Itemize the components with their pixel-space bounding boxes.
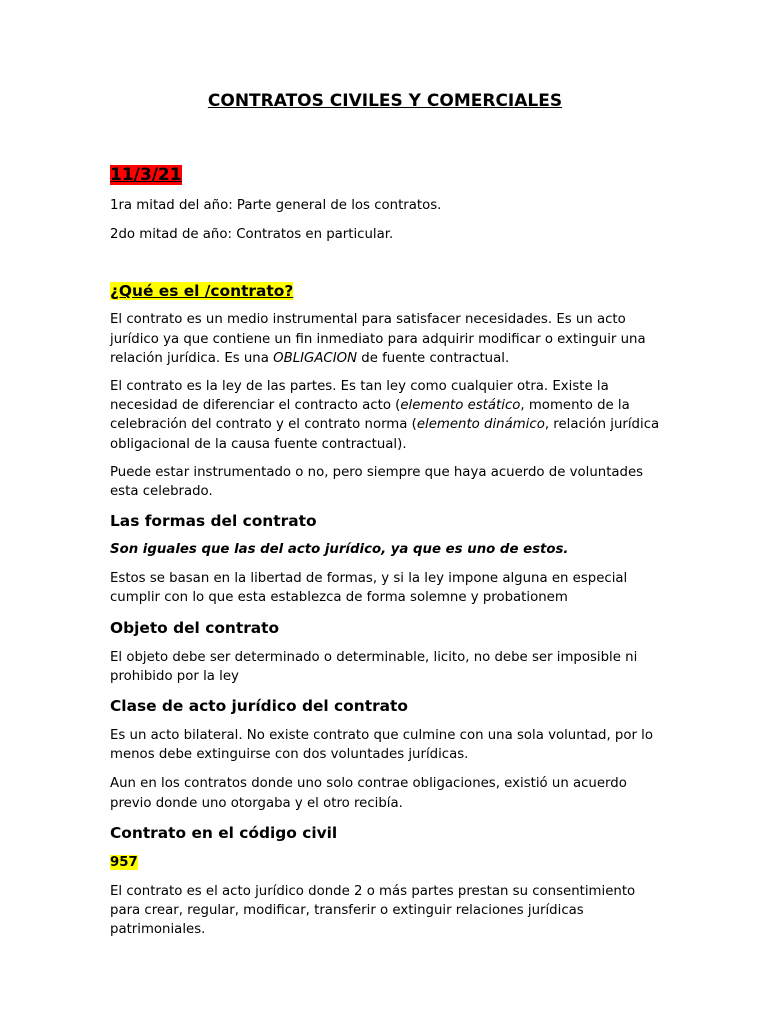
formas-text: Estos se basan en la libertad de formas, y si la ley impone alguna en especial cumplir con lo que esta establezca de forma solemne y probationem	[110, 571, 628, 606]
codigo-heading: Contrato en el código civil	[110, 823, 338, 842]
objeto-heading: Objeto del contrato	[110, 618, 280, 637]
p2-text-b: , momento de la celebración del contrato y el contrato norma (	[110, 398, 630, 433]
clase-text-1: Es un acto bilateral. No existe contrato que culmine con una sola voluntad, por lo menos debe extinguirse con dos voluntades jurídicas.	[110, 728, 654, 763]
objeto-text: El objeto debe ser determinado o determinable, licito, no debe ser imposible ni prohibido por la ley	[110, 649, 638, 684]
clase-heading: Clase de acto jurídico del contrato	[110, 697, 408, 716]
intro-line-2: 2do mitad de año: Contratos en particular.	[110, 227, 394, 243]
question-highlight: ¿Qué es el /contrato?	[110, 282, 294, 301]
article-number	[110, 853, 660, 872]
p2-text-a: El contrato es la ley de las partes. Es tan ley como cualquier otra. Existe la necesidad de diferenciar el contracto acto (	[110, 379, 609, 414]
p2-emphasis-2: elemento dinámico	[416, 417, 545, 433]
article-highlight: 957	[110, 854, 138, 870]
codigo-text: El contrato es el acto jurídico donde 2 o más partes prestan su consentimiento para crear, regular, modificar, transferir o extinguir relaciones jurídicas patrimoniales.	[110, 883, 636, 938]
clase-text-2: Aun en los contratos donde uno solo contrae obligaciones, existió un acuerdo previo donde uno otorgaba y el otro recibía.	[110, 776, 627, 811]
p2-emphasis-1: elemento estático	[400, 398, 521, 414]
question-heading	[110, 281, 660, 301]
intro-line-1: 1ra mitad del año: Parte general de los contratos.	[110, 198, 442, 213]
date-highlight: 11/3/21	[110, 165, 182, 185]
document-title: CONTRATOS CIVILES Y COMERCIALES	[207, 91, 563, 111]
p1-text-b: de fuente contractual.	[357, 350, 510, 366]
formas-heading: Las formas del contrato	[110, 512, 317, 531]
p1-text-a: El contrato es un medio instrumental para satisfacer necesidades. Es un acto jurídico ya que contiene un fin inmediato para adquirir modificar o extinguir una relación jurídica. Es una	[110, 312, 646, 366]
paragraph-2	[110, 377, 660, 454]
paragraph-3: Puede estar instrumentado o no, pero siempre que haya acuerdo de voluntades esta celebrado.	[110, 464, 644, 500]
p2-text-c: , relación jurídica obligacional de la causa fuente contractual).	[110, 417, 660, 452]
paragraph-1	[110, 310, 660, 368]
date-heading	[110, 164, 660, 186]
p1-emphasis: OBLIGACION	[273, 350, 358, 366]
formas-subtitle: Son iguales que las del acto jurídico, ya que es uno de estos.	[110, 542, 569, 558]
